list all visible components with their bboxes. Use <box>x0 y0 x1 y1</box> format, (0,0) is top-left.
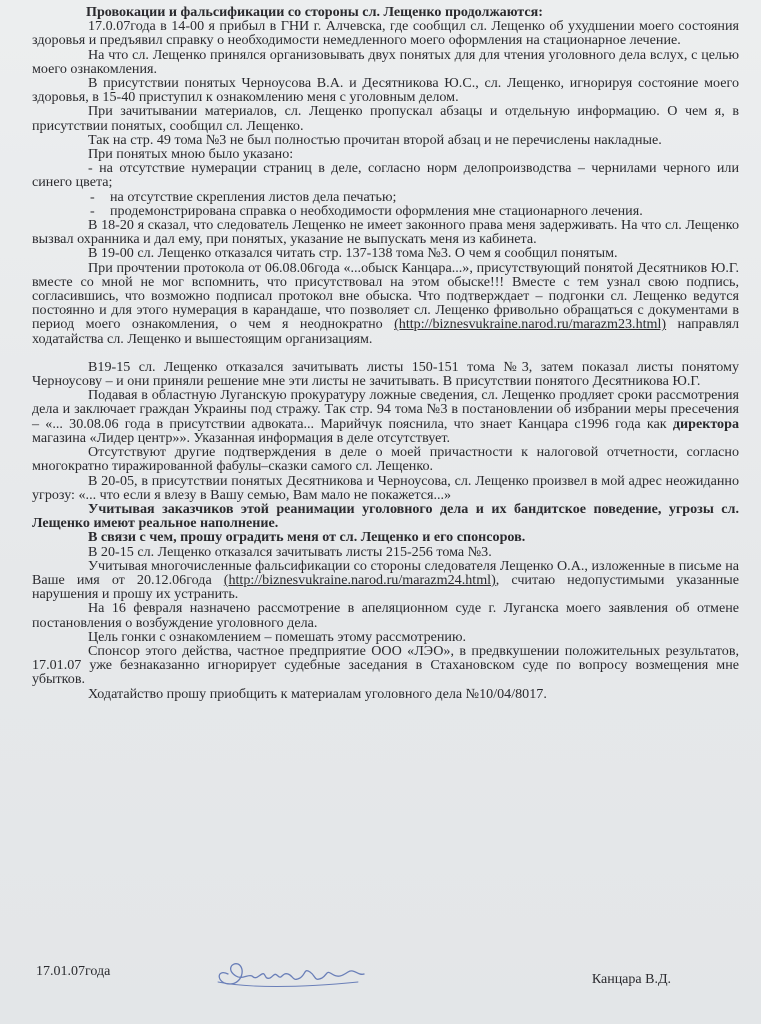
paragraph-bold: Учитывая заказчиков этой реанимации уголовного дела и их бандитское поведение, угрозы сл. Лещенко имеют реальное наполнение. <box>32 500 739 532</box>
list-item: - на отсутствие нумерации страниц в деле, согласно норм делопроизводства – чернилами черного или синего цвета; <box>32 160 739 191</box>
link-marazm23[interactable]: (http://biznesvukraine.narod.ru/marazm23.html) <box>394 316 667 333</box>
bullet-dash: - <box>90 202 95 219</box>
paragraph: Цель гонки с ознакомлением – помешать этому рассмотрению. <box>88 628 467 645</box>
document-date: 17.01.07года <box>36 964 111 979</box>
paragraph: При понятых мною было указано: <box>88 146 294 163</box>
document-author: Канцара В.Д. <box>591 972 671 987</box>
paragraph: В 20-05, в присутствии понятых Десятникова и Черноусова, сл. Лещенко произвел в мой адрес неожиданно угрозу: «... что если я влезу в Вашу семью, Вам мало не покажется...» <box>32 472 739 503</box>
document-heading: Провокации и фальсификации со стороны сл. Лещенко продолжаются: <box>86 4 543 20</box>
closing-request: Ходатайство прошу приобщить к материалам уголовного дела №10/04/8017. <box>88 685 547 702</box>
paragraph: На что сл. Лещенко принялся организовывать двух понятых для для чтения уголовного дела вслух, с целью моего ознакомления. <box>32 46 739 77</box>
list-item: - продемонстрирована справка о необходимости оформления мне стационарного лечения. <box>90 202 643 219</box>
paragraph: Отсутствуют другие подтверждения в деле о моей причастности к налоговой отчетности, согласно многократно тиражированной фабулы–сказки самого сл. Лещенко. <box>32 444 739 475</box>
paragraph: В19-15 сл. Лещенко отказался зачитывать листы 150-151 тома №3, затем показал листы понятому Черноусову – и они приняли решение мне эти листы не зачитывать. В присутствии понятого Десятникова Ю.Г. <box>32 358 739 390</box>
paragraph: На 16 февраля назначено рассмотрение в апеляционном суде г. Луганска моего заявления об отмене постановления о возбуждение уголовного дела. <box>32 600 739 631</box>
paragraph: В 18-20 я сказал, что следователь Лещенко не имеет законного права меня задерживать. На что сл. Лещенко вызвал охранника и дал ему, при понятых, указание не выпускать меня из кабинета. <box>32 217 739 248</box>
paragraph-bold: В связи с чем, прошу оградить меня от сл. Лещенко и его спонсоров. <box>88 529 526 546</box>
bullet-dash: - <box>90 188 95 205</box>
paragraph: При зачитывании материалов, сл. Лещенко пропускал абзацы и отдельную информацию. О чем я, в присутствии понятых, сообщил сл. Лещенко. <box>32 103 739 134</box>
document-body <box>32 5 739 701</box>
paragraph: 17.0.07года в 14-00 я прибыл в ГНИ г. Алчевска, где сообщил сл. Лещенко об ухудшении моего состояния здоровья и предъявил справку о необходимости немедленного моего оформления на стационарное лечение. <box>32 18 739 49</box>
document-footer <box>36 960 701 1000</box>
paragraph: Спонсор этого действа, частное предприятие ООО «ЛЭО», в предвкушении положительных результатов, 17.01.07 уже безнаказанно игнорирует судебные заседания в Стахановском суде по вопросу возмещения мне убытков. <box>32 642 739 688</box>
link-marazm24[interactable]: (http://biznesvukraine.narod.ru/marazm24.html) <box>223 571 496 588</box>
spacer <box>32 346 739 360</box>
list-item: - на отсутствие скрепления листов дела печатью; <box>90 188 397 205</box>
paragraph: Подавая в областную Луганскую прокуратуру ложные сведения, сл. Лещенко продляет сроки рассмотрения дела и заключает граждан Украины под стражу. Так стр. 94 тома №3 в постановлении об избрании меры пресечения – «... 30.08.06 года в присутствии адвоката... Марийчук пояснила, что знает Канцара с1996 года как директора магазина «Лидер центр»». Указанная информация в деле отсутствует. <box>32 387 739 446</box>
signature <box>208 954 378 994</box>
paragraph: В присутствии понятых Черноусова В.А. и Десятникова Ю.С., сл. Лещенко, игнорируя состояние моего здоровья, в 15-40 приступил к ознакомлению меня с уголовным делом. <box>32 75 739 106</box>
paragraph: Так на стр. 49 тома №3 не был полностью прочитан второй абзац и не перечислены накладные. <box>88 131 662 148</box>
paragraph: В 19-00 сл. Лещенко отказался читать стр. 137-138 тома №3. О чем я сообщил понятым. <box>88 245 618 262</box>
paragraph: Учитывая многочисленные фальсификации со стороны следователя Лещенко О.А., изложенные в письме на Ваше имя от 20.12.06года (http://biznesvukraine.narod.ru/marazm24.html), считаю недопустимыми указанные нарушения и прошу их устранить. <box>32 557 739 603</box>
paragraph: При прочтении протокола от 06.08.06года «...обыск Канцара...», присутствующий понятой Десятников Ю.Г. вместе со мной не мог вспомнить, что присутствовал на этом обыске!!! Вместе с тем узнал свою подпись, согласившись, что возможно подписал протокол вне обыска. Что подтверждает – подгонки сл. Лещенко ведутся постоянно и для этого нумерация в карандаше, что позволяет сл. Лещенко фривольно обращаться с документами в период моего ознакомления, о чем я неоднократно (http://biznesvukraine.narod.ru/marazm23.html) направлял ходатайства сл. Лещенко и вышестоящим организациям. <box>32 259 740 347</box>
paragraph: В 20-15 сл. Лещенко отказался зачитывать листы 215-256 тома №3. <box>88 543 492 560</box>
